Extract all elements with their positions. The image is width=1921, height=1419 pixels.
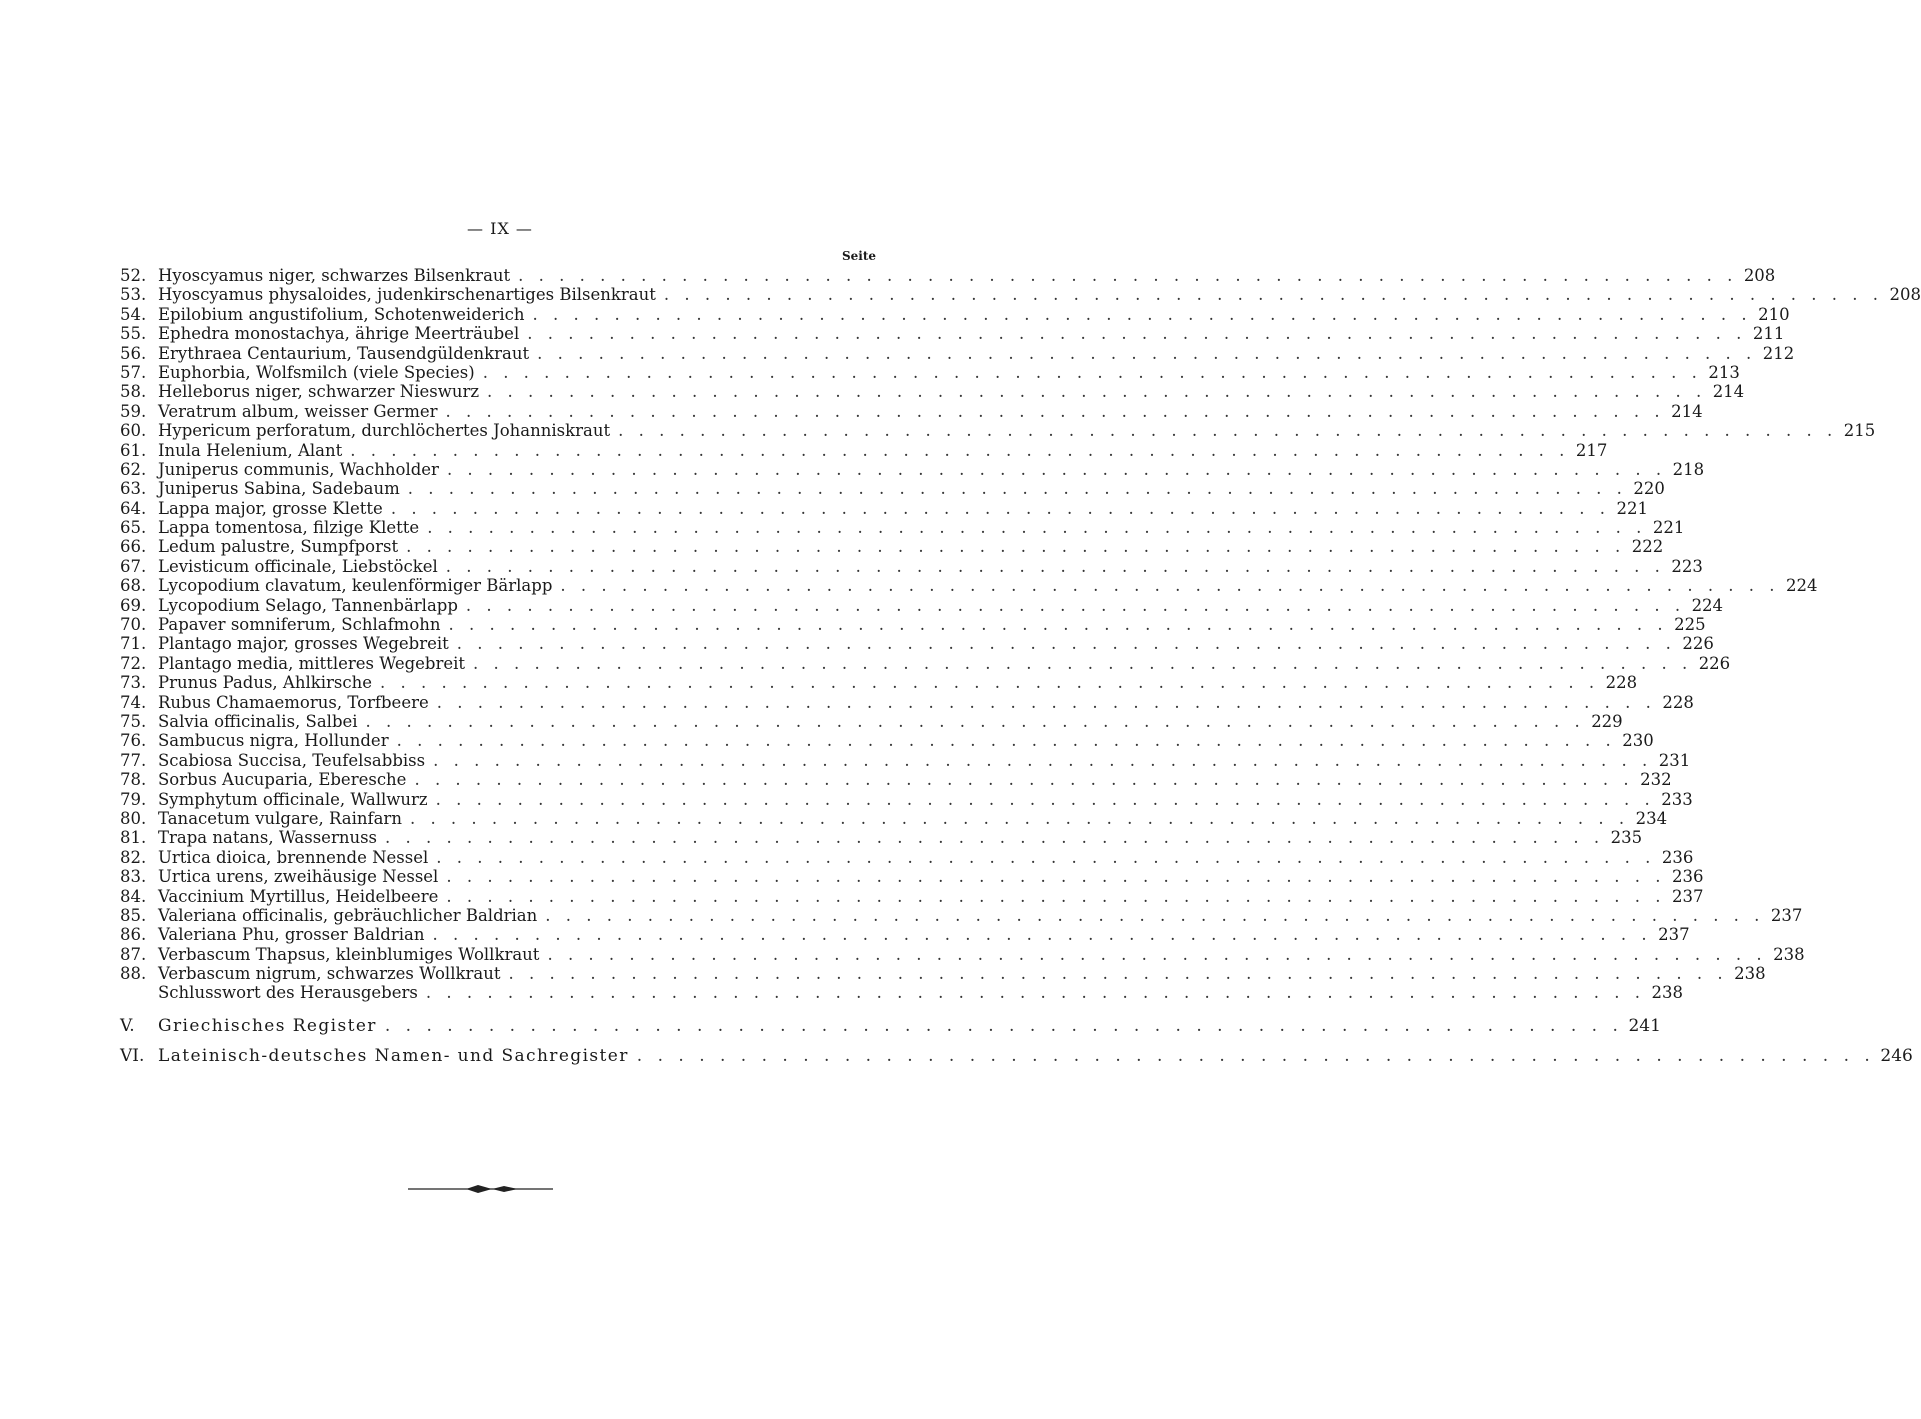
leader-dots: . . . . . . . . . . . . . . . . . . . . . . . . . . . . . . . . . . . . . . . . . . . . . . . . . . . . . . . . . . . . bbox=[465, 595, 1686, 615]
entry-number: 74. bbox=[120, 692, 147, 712]
section-page: 246 bbox=[1880, 1046, 1913, 1066]
section-title: Griechisches Register bbox=[158, 1016, 377, 1036]
toc-entry bbox=[120, 266, 1776, 285]
toc-entry bbox=[120, 401, 1703, 421]
toc-entry bbox=[120, 440, 1608, 460]
entry-title: Hypericum perforatum, durchlöchertes Johanniskraut bbox=[158, 421, 611, 441]
entry-number: 86. bbox=[120, 925, 147, 945]
entry-number: 53. bbox=[120, 285, 147, 305]
leader-dots: . . . . . . . . . . . . . . . . . . . . . . . . . . . . . . . . . . . . . . . . . . . . . . . . . . . . . . . . . . . . bbox=[425, 983, 1645, 1003]
leader-dots: . . . . . . . . . . . . . . . . . . . . . . . . . . . . . . . . . . . . . . . . . . . . . . . . . . . . . . . . . . . . bbox=[532, 304, 1752, 324]
entry-number: 78. bbox=[120, 770, 147, 790]
entry-page: 213 bbox=[1708, 362, 1740, 382]
toc-entry bbox=[120, 595, 1724, 615]
entry-number: 79. bbox=[120, 789, 147, 809]
entry-number: 71. bbox=[120, 634, 147, 654]
entry-title: Plantago media, mittleres Wegebreit bbox=[158, 653, 466, 673]
toc-section-v bbox=[120, 1016, 1661, 1036]
entry-number: 52. bbox=[120, 266, 147, 285]
table-of-contents bbox=[120, 266, 1921, 1003]
entry-title: Levisticum officinale, Liebstöckel bbox=[158, 556, 438, 576]
entry-page: 238 bbox=[1773, 944, 1805, 964]
entry-title: Prunus Padus, Ahlkirsche bbox=[158, 673, 373, 693]
entry-number: 76. bbox=[120, 731, 147, 751]
leader-dots: . . . . . . . . . . . . . . . . . . . . . . . . . . . . . . . . . . . . . . . . . . . . . . . . . . . . . . . . . . . . bbox=[445, 556, 1665, 576]
entry-title: Lappa tomentosa, filzige Klette bbox=[158, 518, 420, 538]
leader-dots: . . . . . . . . . . . . . . . . . . . . . . . . . . . . . . . . . . . . . . . . . . . . . . . . . . . . . . . . . . . . bbox=[407, 479, 1627, 499]
leader-dots: . . . . . . . . . . . . . . . . . . . . . . . . . . . . . . . . . . . . . . . . . . . . . . . . . . . . . . . . . . . . bbox=[456, 634, 1676, 654]
leader-dots: . . . . . . . . . . . . . . . . . . . . . . . . . . . . . . . . . . . . . . . . . . . . . . . . . . . . . . . . . . . . bbox=[365, 711, 1585, 731]
entry-page: 229 bbox=[1591, 711, 1623, 731]
entry-title: Epilobium angustifolium, Schotenweiderich bbox=[158, 304, 525, 324]
entry-number: 87. bbox=[120, 944, 147, 964]
entry-title: Trapa natans, Wassernuss bbox=[158, 828, 378, 848]
leader-dots: . . . . . . . . . . . . . . . . . . . . . . . . . . . . . . . . . . . . . . . . . . . . . . . . . . . . . . . . . . . . bbox=[380, 673, 1600, 693]
toc-entry bbox=[120, 324, 1785, 344]
entry-title: Erythraea Centaurium, Tausendgüldenkraut bbox=[158, 343, 530, 363]
entry-page: 237 bbox=[1658, 925, 1690, 945]
entry-page: 224 bbox=[1786, 576, 1818, 596]
leader-dots: . . . . . . . . . . . . . . . . . . . . . . . . . . . . . . . . . . . . . . . . . . . . . . . . . . . . . . . . . . . . bbox=[663, 285, 1884, 305]
toc-entry bbox=[120, 731, 1654, 751]
toc-entry bbox=[120, 711, 1623, 731]
entry-page: 214 bbox=[1712, 382, 1745, 402]
entry-number: 84. bbox=[120, 886, 147, 906]
entry-title: Helleborus niger, schwarzer Nieswurz bbox=[158, 382, 480, 402]
toc-entry bbox=[120, 964, 1766, 984]
entry-title: Hyoscyamus niger, schwarzes Bilsenkraut bbox=[158, 266, 511, 285]
entry-number: 57. bbox=[120, 362, 147, 382]
entry-number: 69. bbox=[120, 595, 147, 615]
leader-dots: . . . . . . . . . . . . . . . . . . . . . . . . . . . . . . . . . . . . . . . . . . . . . . . . . . . . . . . . . . . . bbox=[636, 1046, 1875, 1066]
toc-entry bbox=[120, 828, 1643, 848]
entry-number: 82. bbox=[120, 847, 147, 867]
toc-entry bbox=[120, 692, 1694, 712]
toc-entry bbox=[120, 479, 1665, 499]
leader-dots: . . . . . . . . . . . . . . . . . . . . . . . . . . . . . . . . . . . . . . . . . . . . . . . . . . . . . . . . . . . . bbox=[396, 731, 1616, 751]
entry-number: 70. bbox=[120, 615, 147, 635]
entry-page: 226 bbox=[1698, 653, 1731, 673]
leader-dots: . . . . . . . . . . . . . . . . . . . . . . . . . . . . . . . . . . . . . . . . . . . . . . . . . . . . . . . . . . . . bbox=[527, 324, 1747, 344]
entry-page: 217 bbox=[1575, 440, 1608, 460]
entry-number: 65. bbox=[120, 518, 147, 538]
leader-dots: . . . . . . . . . . . . . . . . . . . . . . . . . . . . . . . . . . . . . . . . . . . . . . . . . . . . . . . . . . . . bbox=[406, 537, 1626, 557]
entry-title: Lappa major, grosse Klette bbox=[158, 498, 383, 518]
leader-dots: . . . . . . . . . . . . . . . . . . . . . . . . . . . . . . . . . . . . . . . . . . . . . . . . . . . . . . . . . . . . bbox=[445, 401, 1665, 421]
entry-page: 212 bbox=[1762, 343, 1795, 363]
leader-dots: . . . . . . . . . . . . . . . . . . . . . . . . . . . . . . . . . . . . . . . . . . . . . . . . . . . . . . . . . . . . bbox=[446, 867, 1666, 887]
leader-dots: . . . . . . . . . . . . . . . . . . . . . . . . . . . . . . . . . . . . . . . . . . . . . . . . . . . . . . . . . . . . bbox=[560, 576, 1780, 596]
entry-page: 221 bbox=[1616, 498, 1648, 518]
leader-dots: . . . . . . . . . . . . . . . . . . . . . . . . . . . . . . . . . . . . . . . . . . . . . . . . . . . . . . . . . . . . bbox=[473, 653, 1693, 673]
entry-number: 81. bbox=[120, 828, 147, 848]
entry-page: 232 bbox=[1640, 770, 1672, 790]
toc-entry bbox=[120, 362, 1740, 382]
entry-title: Hyoscyamus physaloides, judenkirschenartiges Bilsenkraut bbox=[158, 285, 656, 305]
entry-title: Euphorbia, Wolfsmilch (viele Species) bbox=[158, 362, 475, 382]
toc-entry bbox=[120, 382, 1745, 402]
entry-number: 61. bbox=[120, 440, 147, 460]
leader-dots: . . . . . . . . . . . . . . . . . . . . . . . . . . . . . . . . . . . . . . . . . . . . . . . . . . . . . . . . . . . . bbox=[435, 789, 1655, 809]
entry-page: 230 bbox=[1622, 731, 1654, 751]
toc-entry bbox=[120, 653, 1731, 673]
page-column-label: Seite bbox=[841, 249, 876, 263]
entry-number: 68. bbox=[120, 576, 147, 596]
section-page: 241 bbox=[1628, 1016, 1661, 1036]
entry-title: Lycopodium Selago, Tannenbärlapp bbox=[158, 595, 458, 615]
entry-page: 215 bbox=[1843, 421, 1876, 441]
entry-page: 236 bbox=[1671, 867, 1704, 887]
entry-title: Lycopodium clavatum, keulenförmiger Bärlapp bbox=[158, 576, 553, 596]
leader-dots: . . . . . . . . . . . . . . . . . . . . . . . . . . . . . . . . . . . . . . . . . . . . . . . . . . . . . . . . . . . . bbox=[409, 808, 1630, 828]
leader-dots: . . . . . . . . . . . . . . . . . . . . . . . . . . . . . . . . . . . . . . . . . . . . . . . . . . . . . . . . . . . . bbox=[448, 615, 1668, 635]
entry-title: Verbascum nigrum, schwarzes Wollkraut bbox=[158, 964, 501, 984]
entry-title: Valeriana officinalis, gebräuchlicher Baldrian bbox=[158, 905, 538, 925]
toc-entry bbox=[120, 789, 1693, 809]
entry-number: 54. bbox=[120, 304, 147, 324]
entry-number: 77. bbox=[120, 750, 147, 770]
leader-dots: . . . . . . . . . . . . . . . . . . . . . . . . . . . . . . . . . . . . . . . . . . . . . . . . . . . . . . . . . . . . bbox=[446, 886, 1666, 906]
entry-number: 80. bbox=[120, 808, 147, 828]
entry-title: Urtica urens, zweihäusige Nessel bbox=[158, 867, 439, 887]
entry-page: 233 bbox=[1661, 789, 1693, 809]
entry-page: 208 bbox=[1743, 266, 1776, 285]
entry-page: 238 bbox=[1734, 964, 1766, 984]
entry-title: Papaver somniferum, Schlafmohn bbox=[158, 615, 441, 635]
leader-dots: . . . . . . . . . . . . . . . . . . . . . . . . . . . . . . . . . . . . . . . . . . . . . . . . . . . . . . . . . . . . bbox=[545, 905, 1765, 925]
toc-entry bbox=[120, 304, 1790, 324]
entry-page: 223 bbox=[1671, 556, 1703, 576]
leader-dots: . . . . . . . . . . . . . . . . . . . . . . . . . . . . . . . . . . . . . . . . . . . . . . . . . . . . . . . . . . . . bbox=[432, 925, 1652, 945]
entry-page: 228 bbox=[1662, 692, 1694, 712]
entry-number: 67. bbox=[120, 556, 147, 576]
toc-entry bbox=[120, 615, 1706, 635]
entry-title: Urtica dioica, brennende Nessel bbox=[158, 847, 429, 867]
entry-number: 66. bbox=[120, 537, 147, 557]
entry-title: Verbascum Thapsus, kleinblumiges Wollkraut bbox=[158, 944, 540, 964]
entry-number: 64. bbox=[120, 498, 147, 518]
leader-dots: . . . . . . . . . . . . . . . . . . . . . . . . . . . . . . . . . . . . . . . . . . . . . . . . . . . . . . . . . . . . bbox=[436, 692, 1656, 712]
leader-dots: . . . . . . . . . . . . . . . . . . . . . . . . . . . . . . . . . . . . . . . . . . . . . . . . . . . . . . . . . . . . bbox=[618, 421, 1838, 441]
entry-number: 58. bbox=[120, 382, 147, 402]
entry-page: 211 bbox=[1752, 324, 1785, 344]
entry-title: Plantago major, grosses Wegebreit bbox=[158, 634, 449, 654]
entry-page: 225 bbox=[1674, 615, 1706, 635]
leader-dots: . . . . . . . . . . . . . . . . . . . . . . . . . . . . . . . . . . . . . . . . . . . . . . . . . . . . . . . . . . . . bbox=[390, 498, 1610, 518]
entry-title: Inula Helenium, Alant bbox=[158, 440, 343, 460]
toc-entry bbox=[120, 673, 1638, 693]
entry-title: Rubus Chamaemorus, Torfbeere bbox=[158, 692, 429, 712]
entry-title: Juniperus communis, Wachholder bbox=[158, 459, 439, 479]
toc-entry bbox=[120, 285, 1921, 305]
entry-title: Veratrum album, weisser Germer bbox=[158, 401, 438, 421]
toc-entry bbox=[120, 750, 1691, 770]
entry-page: 238 bbox=[1651, 983, 1683, 1003]
decorative-rule-ornament-icon bbox=[408, 1183, 553, 1195]
entry-number: 62. bbox=[120, 459, 147, 479]
entry-number: 59. bbox=[120, 401, 147, 421]
entry-number: 63. bbox=[120, 479, 147, 499]
entry-title: Scabiosa Succisa, Teufelsabbiss bbox=[158, 750, 426, 770]
toc-entry bbox=[120, 770, 1672, 790]
entry-page: 210 bbox=[1758, 304, 1790, 324]
leader-dots: . . . . . . . . . . . . . . . . . . . . . . . . . . . . . . . . . . . . . . . . . . . . . . . . . . . . . . . . . . . . bbox=[518, 266, 1738, 285]
entry-number: 75. bbox=[120, 711, 147, 731]
entry-title: Sorbus Aucuparia, Eberesche bbox=[158, 770, 407, 790]
leader-dots: . . . . . . . . . . . . . . . . . . . . . . . . . . . . . . . . . . . . . . . . . . . . . . . . . . . . . . . . . . . . bbox=[350, 440, 1570, 460]
toc-entry bbox=[120, 537, 1664, 557]
leader-dots: . . . . . . . . . . . . . . . . . . . . . . . . . . . . . . . . . . . . . . . . . . . . . . . . . . . . . . . . . . . . bbox=[487, 382, 1707, 402]
leader-dots: . . . . . . . . . . . . . . . . . . . . . . . . . . . . . . . . . . . . . . . . . . . . . . . . . . . . . . . . . . . . bbox=[385, 828, 1605, 848]
leader-dots: . . . . . . . . . . . . . . . . . . . . . . . . . . . . . . . . . . . . . . . . . . . . . . . . . . . . . . . . . . . . bbox=[482, 362, 1702, 382]
entry-page: 231 bbox=[1658, 750, 1691, 770]
entry-page: 237 bbox=[1672, 886, 1704, 906]
entry-title: Salvia officinalis, Salbei bbox=[158, 711, 358, 731]
entry-page: 236 bbox=[1661, 847, 1694, 867]
entry-title: Valeriana Phu, grosser Baldrian bbox=[158, 925, 425, 945]
entry-page: 226 bbox=[1682, 634, 1714, 654]
entry-page: 237 bbox=[1770, 905, 1803, 925]
entry-page: 234 bbox=[1635, 808, 1668, 828]
leader-dots: . . . . . . . . . . . . . . . . . . . . . . . . . . . . . . . . . . . . . . . . . . . . . . . . . . . . . . . . . . . . bbox=[547, 944, 1767, 964]
section-title: Lateinisch-deutsches Namen- und Sachregister bbox=[158, 1046, 629, 1066]
toc-entry bbox=[120, 421, 1876, 441]
entry-title: Tanacetum vulgare, Rainfarn bbox=[158, 808, 402, 828]
entry-number: 88. bbox=[120, 964, 147, 984]
entry-page: 208 bbox=[1889, 285, 1921, 305]
entry-page: 220 bbox=[1633, 479, 1665, 499]
leader-dots: . . . . . . . . . . . . . . . . . . . . . . . . . . . . . . . . . . . . . . . . . . . . . . . . . . . . . . . . . . . . bbox=[446, 459, 1667, 479]
toc-entry bbox=[120, 518, 1685, 538]
section-number: VI. bbox=[120, 1046, 145, 1066]
toc-entry bbox=[120, 905, 1803, 925]
toc-section-vi bbox=[120, 1046, 1913, 1066]
toc-entry bbox=[120, 886, 1704, 906]
leader-dots: . . . . . . . . . . . . . . . . . . . . . . . . . . . . . . . . . . . . . . . . . . . . . . . . . . . . . . . . . . . . bbox=[436, 847, 1656, 867]
entry-page: 214 bbox=[1671, 401, 1703, 421]
leader-dots: . . . . . . . . . . . . . . . . . . . . . . . . . . . . . . . . . . . . . . . . . . . . . . . . . . . . . . . . . . . . bbox=[414, 770, 1634, 790]
section-number: V. bbox=[120, 1016, 135, 1036]
entry-title: Ledum palustre, Sumpfporst bbox=[158, 537, 399, 557]
toc-entry bbox=[120, 498, 1648, 518]
leader-dots: . . . . . . . . . . . . . . . . . . . . . . . . . . . . . . . . . . . . . . . . . . . . . . . . . . . . . . . . . . . . bbox=[427, 518, 1647, 538]
leader-dots: . . . . . . . . . . . . . . . . . . . . . . . . . . . . . . . . . . . . . . . . . . . . . . . . . . . . . . . . . . . . bbox=[433, 750, 1653, 770]
entry-title: Ephedra monostachya, ährige Meerträubel bbox=[158, 324, 520, 344]
entry-number: 83. bbox=[120, 867, 147, 887]
toc-entry bbox=[120, 847, 1694, 867]
entry-page: 224 bbox=[1691, 595, 1724, 615]
entry-number: 72. bbox=[120, 653, 147, 673]
leader-dots: . . . . . . . . . . . . . . . . . . . . . . . . . . . . . . . . . . . . . . . . . . . . . . . . . . . . . . . . . . . . bbox=[508, 964, 1728, 984]
entry-page: 221 bbox=[1652, 518, 1685, 538]
entry-number: 60. bbox=[120, 421, 147, 441]
toc-entry bbox=[120, 808, 1668, 828]
toc-entry bbox=[120, 556, 1703, 576]
toc-entry bbox=[120, 343, 1795, 363]
entry-title: Schlusswort des Herausgebers bbox=[158, 983, 418, 1003]
entry-number: 56. bbox=[120, 343, 147, 363]
entry-page: 235 bbox=[1610, 828, 1643, 848]
entry-title: Symphytum officinale, Wallwurz bbox=[158, 789, 428, 809]
toc-entry bbox=[120, 634, 1714, 654]
entry-title: Vaccinium Myrtillus, Heidelbeere bbox=[158, 886, 439, 906]
toc-entry bbox=[120, 944, 1805, 964]
toc-entry bbox=[120, 983, 1683, 1003]
entry-number: 73. bbox=[120, 673, 147, 693]
toc-entry bbox=[120, 925, 1690, 945]
page-header: — IX — bbox=[467, 219, 533, 238]
toc-entry bbox=[120, 867, 1704, 887]
entry-number: 55. bbox=[120, 324, 147, 344]
entry-page: 218 bbox=[1672, 459, 1705, 479]
toc-entry bbox=[120, 576, 1818, 596]
leader-dots: . . . . . . . . . . . . . . . . . . . . . . . . . . . . . . . . . . . . . . . . . . . . . . . . . . . . . . . . . . . . bbox=[384, 1016, 1623, 1036]
entry-number: 85. bbox=[120, 905, 147, 925]
entry-page: 228 bbox=[1605, 673, 1638, 693]
entry-title: Juniperus Sabina, Sadebaum bbox=[158, 479, 400, 499]
entry-title: Sambucus nigra, Hollunder bbox=[158, 731, 389, 751]
toc-entry bbox=[120, 459, 1705, 479]
leader-dots: . . . . . . . . . . . . . . . . . . . . . . . . . . . . . . . . . . . . . . . . . . . . . . . . . . . . . . . . . . . . bbox=[537, 343, 1757, 363]
entry-page: 222 bbox=[1631, 537, 1664, 557]
